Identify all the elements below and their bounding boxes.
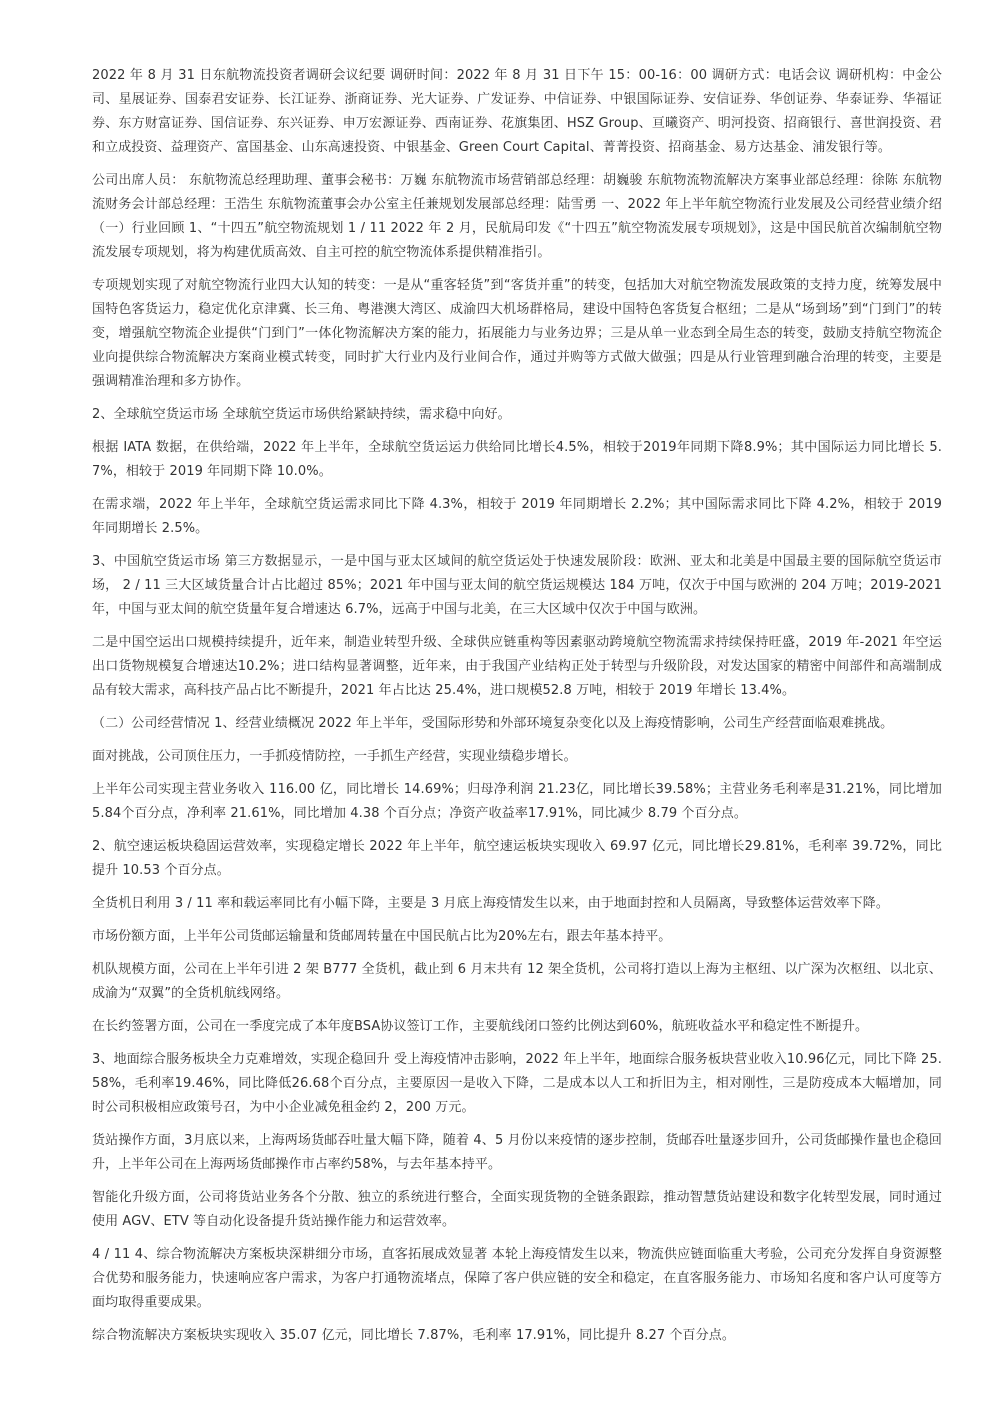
paragraph-air-express-segment: 2、航空速运板块稳固运营效率，实现稳定增长 2022 年上半年，航空速运板块实现收入 69.97 亿元，同比增长29.81%，毛利率 39.72%，同比提升 10.53 个百分点。: [92, 839, 942, 878]
paragraph-global-demand: 在需求端，2022 年上半年，全球航空货运需求同比下降 4.3%，相较于 2019 年同期增长 2.2%；其中国际需求同比下降 4.2%，相较于 2019 年同期增长 2.5%。: [92, 497, 942, 536]
paragraph-logistics-solutions: 4 / 11 4、综合物流解决方案板块深耕细分市场，直客拓展成效显著 本轮上海疫情发生以来，物流供应链面临重大考验，公司充分发挥自身资源整合优势和服务能力，快速响应客户需求，为客户打通物流堵点，保障了客户供应链的安全和稳定，在直客服务能力、市场知名度和客户认可度等方面均取得重要成果。: [92, 1247, 942, 1310]
paragraph-meeting-header: 2022 年 8 月 31 日东航物流投资者调研会议纪要 调研时间：2022 年 8 月 31 日下午 15：00-16：00 调研方式：电话会议 调研机构：中金公司、星展证券、国泰君安证券、长江证券、浙商证券、光大证券、广发证券、中信证券、中银国际证券、安信证券、华创证券、华泰证券、华福证券、东方财富证券、国信证券、东兴证券、申万宏源证券、西南证券、花旗集团、HSZ Group、亘曦资产、明河投资、招商银行、喜世润投资、君和立成投资、益理资产、富国基金、山东高速投资、中银基金、Green Court Capital、菁菁投资、招商基金、易方达基金、浦发银行等。: [92, 68, 942, 155]
paragraph-facing-challenges: 面对挑战，公司顶住压力，一手抓疫情防控，一手抓生产经营，实现业绩稳步增长。: [92, 749, 577, 764]
paragraph-logistics-revenue: 综合物流解决方案板块实现收入 35.07 亿元，同比增长 7.87%，毛利率 17.91%，同比提升 8.27 个百分点。: [92, 1328, 735, 1343]
paragraph-freighter-utilization: 全货机日利用 3 / 11 率和载运率同比有小幅下降，主要是 3 月底上海疫情发生以来，由于地面封控和人员隔离，导致整体运营效率下降。: [92, 896, 889, 911]
paragraph-half-year-results: 上半年公司实现主营业务收入 116.00 亿，同比增长 14.69%；归母净利润 21.23亿，同比增长39.58%；主营业务毛利率是31.21%，同比增加5.84个百分点，净利率 21.61%，同比增加 4.38 个百分点；净资产收益率17.91%，同比减少 8.79 个百分点。: [92, 782, 942, 821]
paragraph-china-market: 3、中国航空货运市场 第三方数据显示，一是中国与亚太区域间的航空货运处于快速发展阶段：欧洲、亚太和北美是中国最主要的国际航空货运市场， 2 / 11 三大区域货量合计占比超过 85%；2021 年中国与亚太间的航空货运规模达 184 万吨，仅次于中国与欧洲的 204 万吨；2019-2021 年，中国与亚太间的航空货量年复合增速达 6.7%，远高于中国与北美，在三大区域中仅次于中国与欧洲。: [92, 554, 942, 617]
paragraph-ground-services: 3、地面综合服务板块全力克难增效，实现企稳回升 受上海疫情冲击影响，2022 年上半年，地面综合服务板块营业收入10.96亿元，同比下降 25.58%，毛利率19.46%，同比降低26.68个百分点，主要原因一是收入下降，二是成本以人工和折旧为主，相对刚性，三是防疫成本大幅增加，同时公司积极相应政策号召，为中小企业减免租金约 2，200 万元。: [92, 1052, 942, 1115]
document-body: [92, 64, 942, 1357]
paragraph-attendees-and-planning: 公司出席人员： 东航物流总经理助理、董事会秘书：万巍 东航物流市场营销部总经理：胡巍骏 东航物流物流解决方案事业部总经理：徐陈 东航物流财务会计部总经理：王浩生 东航物流董事会办公室主任兼规划发展部总经理：陆雪勇 一、2022 年上半年航空物流行业发展及公司经营业绩介绍 （一）行业回顾 1、“十四五”航空物流规划 1 / 11 2022 年 2 月，民航局印发《“十四五”航空物流发展专项规划》，这是中国民航首次编制航空物流发展专项规划，将为构建优质高效、自主可控的航空物流体系提供精准指引。: [92, 173, 942, 260]
paragraph-long-term-contracts: 在长约签署方面，公司在一季度完成了本年度BSA协议签订工作，主要航线闭口签约比例达到60%，航班收益水平和稳定性不断提升。: [92, 1019, 869, 1034]
paragraph-special-plan-transformations: 专项规划实现了对航空物流行业四大认知的转变：一是从“重客轻货”到“客货并重”的转变，包括加大对航空物流发展政策的支持力度，统筹发展中国特色客货运力，稳定优化京津冀、长三角、粤港澳大湾区、成渝四大机场群格局，建设中国特色客货复合枢纽；二是从“场到场”到“门到门”的转变，增强航空物流企业提供“门到门”一体化物流解决方案的能力，拓展能力与业务边界；三是从单一业态到全局生态的转变，鼓励支持航空物流企业向提供综合物流解决方案商业模式转变，同时扩大行业内及行业间合作，通过并购等方式做大做强；四是从行业管理到融合治理的转变，主要是强调精准治理和多方协作。: [92, 278, 942, 389]
paragraph-global-market-heading: 2、全球航空货运市场 全球航空货运市场供给紧缺持续，需求稳中向好。: [92, 407, 511, 422]
paragraph-cargo-terminal: 货站操作方面，3月底以来，上海两场货邮吞吐量大幅下降，随着 4、5 月份以来疫情的逐步控制，货邮吞吐量逐步回升，公司货邮操作量也企稳回升，上半年公司在上海两场货邮操作市占率约58%，与去年基本持平。: [92, 1133, 942, 1172]
paragraph-fleet-size: 机队规模方面，公司在上半年引进 2 架 B777 全货机，截止到 6 月末共有 12 架全货机，公司将打造以上海为主枢纽、以广深为次枢纽、以北京、成渝为“双翼”的全货机航线网络。: [92, 962, 942, 1001]
paragraph-smart-upgrade: 智能化升级方面，公司将货站业务各个分散、独立的系统进行整合，全面实现货物的全链条跟踪，推动智慧货站建设和数字化转型发展，同时通过使用 AGV、ETV 等自动化设备提升货站操作能力和运营效率。: [92, 1190, 942, 1229]
paragraph-company-operations: （二）公司经营情况 1、经营业绩概况 2022 年上半年，受国际形势和外部环境复杂变化以及上海疫情影响，公司生产经营面临艰难挑战。: [92, 716, 894, 731]
paragraph-china-export: 二是中国空运出口规模持续提升，近年来，制造业转型升级、全球供应链重构等因素驱动跨境航空物流需求持续保持旺盛，2019 年-2021 年空运出口货物规模复合增速达10.2%；进口结构显著调整，近年来，由于我国产业结构正处于转型与升级阶段，对发达国家的精密中间部件和高端制成品有较大需求，高科技产品占比不断提升，2021 年占比达 25.4%，进口规模52.8 万吨，相较于 2019 年增长 13.4%。: [92, 635, 942, 698]
paragraph-global-supply: 根据 IATA 数据，在供给端，2022 年上半年，全球航空货运运力供给同比增长4.5%，相较于2019年同期下降8.9%；其中国际运力同比增长 5.7%，相较于 2019 年同期下降 10.0%。: [92, 440, 942, 479]
paragraph-market-share: 市场份额方面，上半年公司货邮运输量和货邮周转量在中国民航占比为20%左右，跟去年基本持平。: [92, 929, 672, 944]
